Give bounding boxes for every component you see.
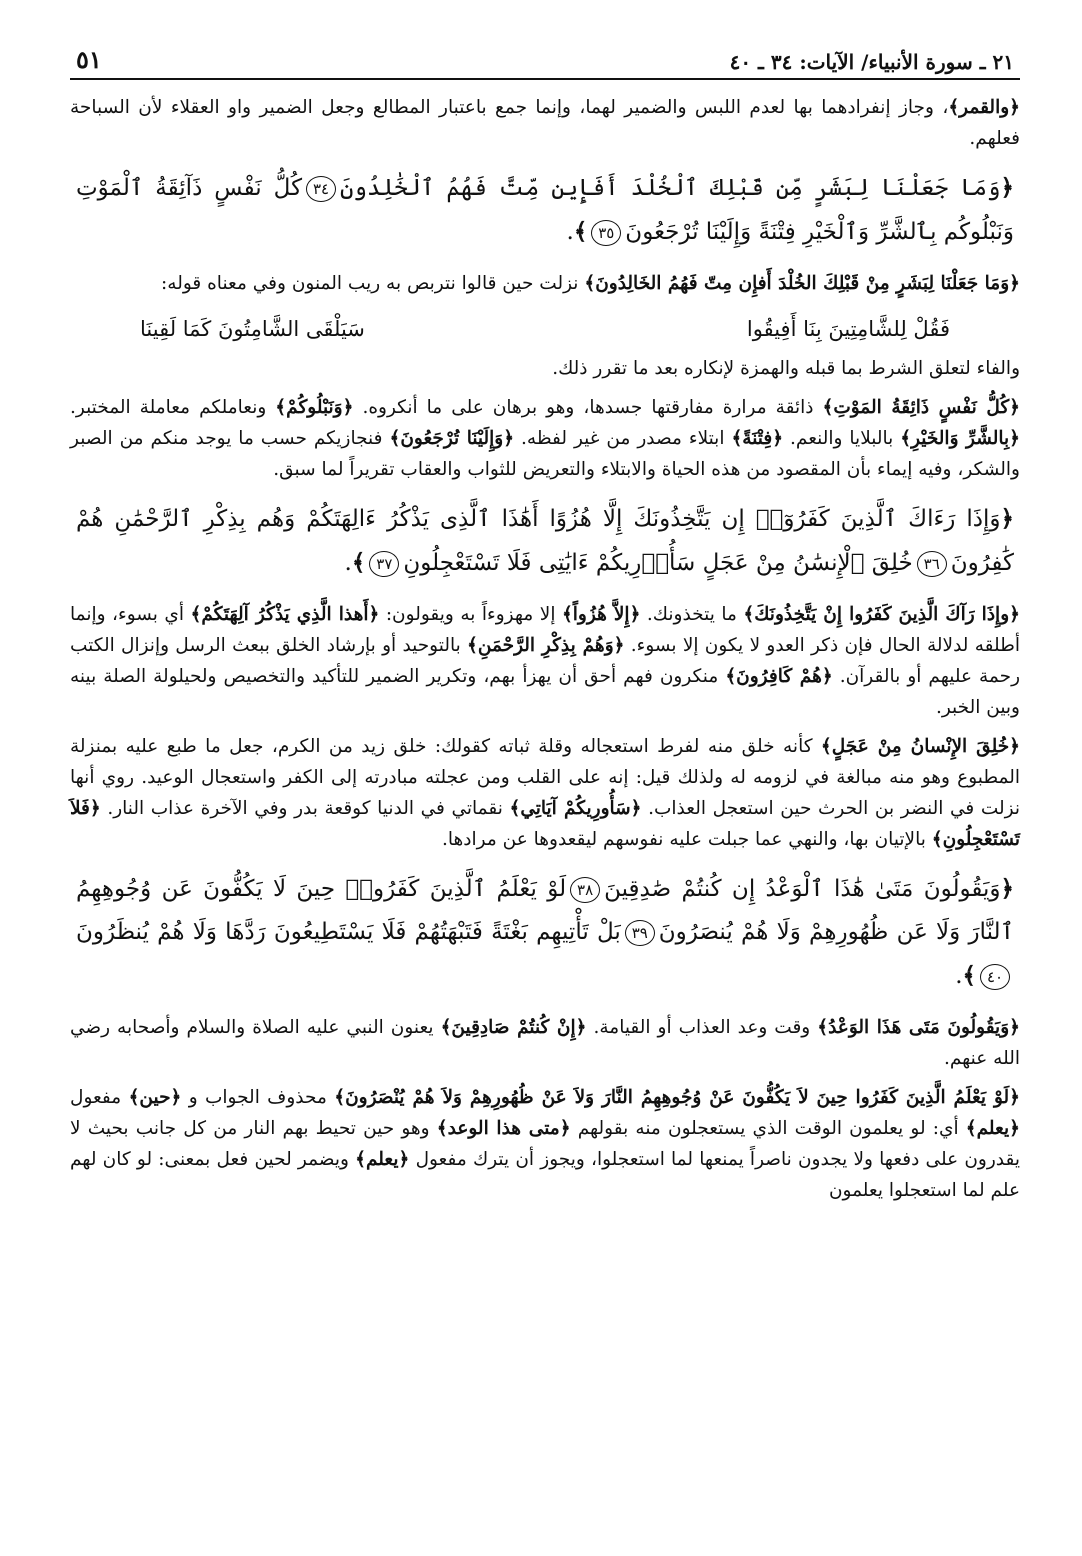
- commentary-paragraph: ﴿والقمر﴾، وجاز إنفرادهما بها لعدم اللبس والضمير لهما، وإنما جمع باعتبار المطالع وجعل الضمير واو العقلاء لأن السباحة فعلهم.: [70, 97, 1020, 149]
- commentary-text: ونعاملكم معاملة المختبر.: [70, 397, 267, 418]
- commentary-text: ، وجاز إنفرادهما بها لعدم اللبس والضمير لهما، وإنما جمع باعتبار المطالع وجعل الضمير واو العقلاء لأن السباحة فعلهم.: [70, 97, 1020, 149]
- commentary-text: محذوف الجواب و: [188, 1087, 327, 1108]
- lemma: وَيَقُولُونَ مَتَى هَذَا الوَعْدُ: [828, 1017, 1010, 1038]
- commentary-text: فنجازيكم حسب ما يوجد منكم من الصبر والشكر، وفيه إيماء بأن المقصود من هذه الحياة والابتلاء والتعريض للثواب والعقاب تقريراً لما سبق.: [70, 428, 1020, 480]
- commentary-text: وهو حين تحيط بهم النار من كل جانب بحيث لا يقدرون على دفعها ولا يجدون ناصراً يمنعها لما استعجلوا، ويجوز أن يترك مفعول: [70, 1118, 1020, 1170]
- commentary-text: أي: لو يعلمون الوقت الذي يستعجلون منه بقولهم: [577, 1118, 959, 1139]
- verse-37: خُلِقَ ٱلْإِنسَٰنُ مِنْ عَجَلٍ سَأُو۟رِيكُمْ ءَايَٰتِى فَلَا تَسْتَعْجِلُونِ: [403, 550, 913, 576]
- lemma: وإِذَا رَآكَ الَّذِينَ كَفَرُوا إِنْ يَتَّخِذُونَكَ: [754, 604, 1010, 625]
- lemma: سَأُورِيكُمْ آيَاتِي: [520, 798, 631, 819]
- commentary-text: كأنه خلق منه لفرط استعجاله وقلة ثباته كقولك: خلق زيد من الكرم، جعل ما طبع عليه بمنزلة المطبوع وهو منه مبالغة في لزومه له ولذلك قيل: إنه على القلب ومن عجلته مبادرته إلى الكفر واستعجال الوعيد. روي أنها نزلت في النضر بن الحرث حين استعجل العذاب.: [70, 736, 1020, 819]
- commentary-paragraph: ﴿وإِذَا رَآكَ الَّذِينَ كَفَرُوا إِنْ يَتَّخِذُونَكَ﴾ ما يتخذونك. ﴿إِلاَّ هُزُواً﴾ إلا مهزوءاً به ويقولون: ﴿أَهذا الَّذِي يَذْكُرُ آلِهَتَكُمْ﴾ أي بسوء، وإنما أطلقه لدلالة الحال فإن ذكر العدو لا يكون إلا بسوء. ﴿وَهُمْ بِذِكْرِ الرَّحْمَنِ﴾ بالتوحيد أو بإرشاد الخلق ببعث الرسل وإنزال الكتب رحمة عليهم أو بالقرآن. ﴿هُمْ كَافِرُونَ﴾ منكرون فهم أحق أن يهزأ بهم، وتكرير الضمير للتأكيد والتخصيص ولحيلولة الصلة بينه وبين الخبر.: [70, 604, 1020, 718]
- lemma: حين: [139, 1087, 171, 1108]
- commentary-text: نقماتي في الدنيا كوقعة بدر وفي الآخرة عذاب النار.: [107, 798, 503, 819]
- verse-number-40: ٤٠: [980, 964, 1010, 990]
- lemma: يعلم: [976, 1118, 1010, 1139]
- page-number: ٥١: [76, 45, 102, 74]
- lemma: لَوْ يَعْلَمُ الَّذِينَ كَفَرُوا حِينَ لاَ يَكُفُّونَ عَنْ وُجُوهِهِمُ النَّارَ وَلاَ عَنْ ظُهُورِهِمْ وَلاَ هُمْ يُنْصَرُونَ: [345, 1087, 1010, 1108]
- lemma: كُلُّ نَفْسٍ ذَائِقَةُ المَوْتِ: [833, 397, 1010, 418]
- verse-number-34: ٣٤: [306, 176, 336, 202]
- lemma: يعلم: [366, 1149, 399, 1170]
- commentary-text: يعنون النبي عليه الصلاة والسلام وأصحابه رضي الله عنهم.: [70, 1017, 1020, 1069]
- lemma: والقمر: [959, 97, 1010, 118]
- verse-40: بَلْ تَأْتِيهِم بَغْتَةً فَتَبْهَتُهُمْ فَلَا يَسْتَطِيعُونَ رَدَّهَا وَلَا هُمْ يُنظَرُونَ: [76, 919, 621, 945]
- lemma: وَهُمْ بِذِكْرِ الرَّحْمَنِ: [477, 635, 614, 656]
- verse-38: وَيَقُولُونَ مَتَىٰ هَٰذَا ٱلْوَعْدُ إِن كُنتُمْ صَٰدِقِينَ: [604, 876, 1001, 902]
- commentary-text: بالإتيان بها، والنهي عما جبلت عليه نفوسهم ليقعدوها عن مرادها.: [441, 829, 926, 850]
- poetry-verse: [70, 307, 1020, 353]
- commentary-paragraph: ﴿خُلِقَ الإِنْسانُ مِنْ عَجَلٍ﴾ كأنه خلق منه لفرط استعجاله وقلة ثباته كقولك: خلق زيد من الكرم، جعل ما طبع عليه بمنزلة المطبوع وهو منه مبالغة في لزومه له ولذلك قيل: إنه على القلب ومن عجلته مبادرته إلى الكفر واستعجال الوعيد. روي أنها نزلت في النضر بن الحرث حين استعجل العذاب. ﴿سَأُورِيكُمْ آيَاتِي﴾ نقماتي في الدنيا كوقعة بدر وفي الآخرة عذاب النار. ﴿فَلاَ تَسْتَعْجِلُونِ﴾ بالإتيان بها، والنهي عما جبلت عليه نفوسهم ليقعدوها عن مرادها.: [70, 736, 1020, 850]
- commentary-text: ابتلاء مصدر من غير لفظه.: [521, 428, 725, 449]
- quran-verses-34-35: ﴿وَمَا جَعَلْنَا لِبَشَرٍ مِّن قَبْلِكَ ٱلْخُلْدَ أَفَإِين مِّتَّ فَهُمُ ٱلْخَٰلِدُونَ٣٤كُلُّ نَفْسٍ ذَآئِقَةُ ٱلْمَوْتِ وَنَبْلُوكُم بِٱلشَّرِّ وَٱلْخَيْرِ فِتْنَةً وَإِلَيْنَا تُرْجَعُونَ٣٥﴾.: [76, 174, 1014, 245]
- commentary-text: منكرون فهم أحق أن يهزأ بهم، وتكرير الضمير للتأكيد والتخصيص ولحيلولة الصلة بينه وبين الخبر.: [70, 666, 1020, 718]
- commentary-text: إلا مهزوءاً به ويقولون:: [385, 604, 556, 625]
- lemma: إِنْ كُنتُمْ صَادِقِينَ: [451, 1017, 576, 1038]
- verse-39: لَوْ يَعْلَمُ ٱلَّذِينَ كَفَرُوا۟ حِينَ لَا يَكُفُّونَ عَن وُجُوهِهِمُ ٱلنَّارَ وَلَا عَن ظُهُورِهِمْ وَلَا هُمْ يُنصَرُونَ: [76, 876, 1014, 945]
- commentary-text: وقت وعد العذاب أو القيامة.: [593, 1017, 811, 1038]
- lemma: إِلاَّ هُزُواً: [572, 604, 630, 625]
- commentary-text: ذائقة مرارة مفارقتها جسدها، وهو برهان على ما أنكروه.: [362, 397, 814, 418]
- lemma: هُمْ كَافِرُونَ: [736, 666, 822, 687]
- book-page: [70, 40, 1020, 1540]
- verse-number-35: ٣٥: [591, 220, 621, 246]
- verse-35: كُلُّ نَفْسٍ ذَآئِقَةُ ٱلْمَوْتِ وَنَبْلُوكُم بِٱلشَّرِّ وَٱلْخَيْرِ فِتْنَةً وَإِلَيْنَا تُرْجَعُونَ: [76, 175, 1014, 245]
- running-title: ٢١ ـ سورة الأنبياء/ الآيات: ٣٤ ـ ٤٠: [729, 50, 1014, 74]
- commentary-text: والفاء لتعلق الشرط بما قبله والهمزة لإنكاره بعد ما تقرر ذلك.: [552, 358, 1020, 379]
- commentary-paragraph: ﴿وَمَا جَعَلْنَا لِبَشَرٍ مِنْ قَبْلِكَ الخُلْدَ أَفإِن مِتّ فَهُمُ الخَالِدُونَ﴾ نزلت حين قالوا نتربص به ريب المنون وفي معناه قوله:: [161, 273, 1020, 294]
- running-head: [70, 40, 1020, 80]
- verse-number-38: ٣٨: [570, 877, 600, 903]
- commentary-text: ما يتخذونك.: [646, 604, 737, 625]
- commentary-text: بالبلايا والنعم.: [790, 428, 894, 449]
- lemma: وَمَا جَعَلْنَا لِبَشَرٍ مِنْ قَبْلِكَ الخُلْدَ أَفإِن مِتّ فَهُمُ الخَالِدُونَ: [595, 273, 1010, 294]
- verse-number-39: ٣٩: [625, 920, 655, 946]
- verse-number-36: ٣٦: [917, 551, 947, 577]
- verse-36: وَإِذَا رَءَاكَ ٱلَّذِينَ كَفَرُوٓا۟ إِن يَتَّخِذُونَكَ إِلَّا هُزُوًا أَهَٰذَا ٱلَّذِى يَذْكُرُ ءَالِهَتَكُمْ وَهُم بِذِكْرِ ٱلرَّحْمَٰنِ هُمْ كَٰفِرُونَ: [76, 506, 1014, 576]
- lemma: وَإِلَيْنَا تُرْجَعُونَ: [400, 428, 504, 449]
- commentary-text: مفعول: [70, 1087, 122, 1108]
- lemma: متى هذا الوعد: [447, 1118, 560, 1139]
- lemma: فَلاَ تَسْتَعْجِلُونِ: [70, 798, 1020, 850]
- lemma: بِالشَّرِّ وَالخَيْرِ: [911, 428, 1010, 449]
- lemma: أَهذا الَّذِي يَذْكُرُ آلِهَتَكُمْ: [201, 604, 369, 625]
- commentary-paragraph: ﴿لَوْ يَعْلَمُ الَّذِينَ كَفَرُوا حِينَ لاَ يَكُفُّونَ عَنْ وُجُوهِهِمُ النَّارَ وَلاَ عَنْ ظُهُورِهِمْ وَلاَ هُمْ يُنْصَرُونَ﴾ محذوف الجواب و ﴿حين﴾ مفعول ﴿يعلم﴾ أي: لو يعلمون الوقت الذي يستعجلون منه بقولهم ﴿متى هذا الوعد﴾ وهو حين تحيط بهم النار من كل جانب بحيث لا يقدرون على دفعها ولا يجدون ناصراً يمنعها لما استعجلوا، ويجوز أن يترك مفعول ﴿يعلم﴾ ويضمر لحين فعل بمعنى: لو كان لهم علم لما استعجلوا يعلمون: [70, 1087, 1020, 1201]
- quran-verses-38-40: ﴿وَيَقُولُونَ مَتَىٰ هَٰذَا ٱلْوَعْدُ إِن كُنتُمْ صَٰدِقِينَ٣٨لَوْ يَعْلَمُ ٱلَّذِينَ كَفَرُوا۟ حِينَ لَا يَكُفُّونَ عَن وُجُوهِهِمُ ٱلنَّارَ وَلَا عَن ظُهُورِهِمْ وَلَا هُمْ يُنصَرُونَ٣٩بَلْ تَأْتِيهِم بَغْتَةً فَتَبْهَتُهُمْ فَلَا يَسْتَطِيعُونَ رَدَّهَا وَلَا هُمْ يُنظَرُونَ٤٠﴾.: [76, 875, 1014, 989]
- page-body: [70, 80, 1020, 1206]
- commentary-paragraph: ﴿وَيَقُولُونَ مَتَى هَذَا الوَعْدُ﴾ وقت وعد العذاب أو القيامة. ﴿إِنْ كُنتُمْ صَادِقِينَ﴾ يعنون النبي عليه الصلاة والسلام وأصحابه رضي الله عنهم.: [70, 1017, 1020, 1069]
- commentary-text: ويضمر لحين فعل بمعنى: لو كان لهم علم لما استعجلوا يعلمون: [70, 1149, 1020, 1201]
- commentary-text: أي بسوء، وإنما أطلقه لدلالة الحال فإن ذكر العدو لا يكون إلا بسوء.: [70, 604, 1020, 656]
- commentary-paragraph: ﴿كُلُّ نَفْسٍ ذَائِقَةُ المَوْتِ﴾ ذائقة مرارة مفارقتها جسدها، وهو برهان على ما أنكروه. ﴿وَنَبْلُوكُمْ﴾ ونعاملكم معاملة المختبر. ﴿بِالشَّرِّ وَالخَيْرِ﴾ بالبلايا والنعم. ﴿فِتْنَةً﴾ ابتلاء مصدر من غير لفظه. ﴿وَإِلَيْنَا تُرْجَعُونَ﴾ فنجازيكم حسب ما يوجد منكم من الصبر والشكر، وفيه إيماء بأن المقصود من هذه الحياة والابتلاء والتعريض للثواب والعقاب تقريراً لما سبق.: [70, 397, 1020, 480]
- commentary-text: بالتوحيد أو بإرشاد الخلق ببعث الرسل وإنزال الكتب رحمة عليهم أو بالقرآن.: [70, 635, 1020, 687]
- commentary-text: نزلت حين قالوا نتربص به ريب المنون وفي معناه قوله:: [161, 273, 579, 294]
- verse-number-37: ٣٧: [369, 551, 399, 577]
- commentary-paragraph: [70, 353, 1020, 384]
- lemma: وَنَبْلُوكُمْ: [286, 397, 343, 418]
- lemma: فِتْنَةً: [742, 428, 773, 449]
- lemma: خُلِقَ الإِنْسانُ مِنْ عَجَلٍ: [831, 736, 1010, 757]
- quran-verses-36-37: ﴿وَإِذَا رَءَاكَ ٱلَّذِينَ كَفَرُوٓا۟ إِن يَتَّخِذُونَكَ إِلَّا هُزُوًا أَهَٰذَا ٱلَّذِى يَذْكُرُ ءَالِهَتَكُمْ وَهُم بِذِكْرِ ٱلرَّحْمَٰنِ هُمْ كَٰفِرُونَ٣٦خُلِقَ ٱلْإِنسَٰنُ مِنْ عَجَلٍ سَأُو۟رِيكُمْ ءَايَٰتِى فَلَا تَسْتَعْجِلُونِ٣٧﴾.: [76, 505, 1014, 576]
- verse-34: وَمَا جَعَلْنَا لِبَشَرٍ مِّن قَبْلِكَ ٱلْخُلْدَ أَفَإِين مِّتَّ فَهُمُ ٱلْخَٰلِدُونَ: [340, 175, 1001, 201]
- poem-second-hemistich: سَيَلْقَى الشَّامِتُونَ كَمَا لَقِينَا: [140, 317, 365, 341]
- poem-first-hemistich: فَقُلْ لِلشَّامِتِينَ بِنَا أَفِيقُوا: [746, 317, 950, 341]
